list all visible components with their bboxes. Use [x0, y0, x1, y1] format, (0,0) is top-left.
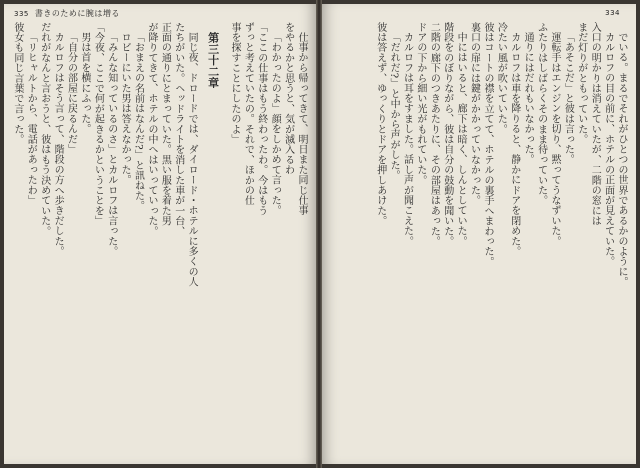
- running-head: 書きのために腕は増る: [34, 9, 120, 18]
- text-line: 「ここの仕事はもう終わったわ。今はもう: [255, 22, 267, 216]
- text-line: 「みんな知っているのさ」とカルロフは言った。: [105, 32, 117, 257]
- text-line: 通りにはだれもいなかった。: [522, 32, 534, 165]
- left-page: [4, 4, 317, 464]
- text-line: ロビーにいた男は答えなかった。: [119, 32, 131, 185]
- text-line: 二階の廊下のつきあたりに、その部屋はあった。: [428, 22, 440, 247]
- text-line: 彼はコートの襟を立てて、ホテルの裏手へまわった。: [481, 22, 493, 267]
- text-line: が降りてきて、ホテルの中へはいっていった。: [145, 22, 157, 237]
- text-line: 冷たい風が吹いていた。: [495, 22, 507, 135]
- text-line: 彼は答えず、ゆっくりとドアを押しあけた。: [374, 22, 386, 226]
- right-page: [322, 4, 636, 464]
- left-page-header: [14, 8, 120, 19]
- text-line: 仕事から帰ってきて、明日また同じ仕事: [296, 32, 307, 216]
- text-line: 階段をのぼりながら、彼は自分の鼓動を聞いた。: [441, 22, 453, 247]
- text-line: カルロフはそう言って、階段の方へ歩きだした。: [52, 32, 64, 257]
- text-line: カルロフの目の前に、ホテルの正面が見えていた。: [602, 32, 614, 267]
- text-line: 正面の通りにとまっていた。黒い服を着た男: [159, 22, 171, 226]
- text-line: ふたりはしばらくそのまま待っていた。: [535, 22, 547, 206]
- chapter-heading: 第三十二章: [206, 32, 220, 88]
- text-line: たちがいた。ヘッドライトを消した車が一台、: [172, 22, 184, 237]
- text-line: だれがなんと言おうと、彼はもう決めていた。: [38, 22, 50, 237]
- text-line: まだ灯りがともっていた。: [575, 22, 587, 145]
- text-line: 中にはいると、廊下は暗く、しんとしていた。: [455, 32, 467, 247]
- text-line: ずっと考えていたの。それで、ほかの仕: [242, 22, 254, 206]
- text-line: 「今夜、ここで何が起きるかということを」: [92, 22, 104, 226]
- text-line: 事を探すことにしたのよ」: [228, 22, 240, 145]
- text-line: 「あそこだ」と彼は言った。: [562, 32, 574, 165]
- left-page-number: 335: [14, 10, 29, 18]
- text-line: 男は首を横にふった。: [78, 32, 90, 134]
- right-page-number: 334: [605, 9, 620, 17]
- text-line: 「だれだ?」と中から声がした。: [388, 32, 400, 181]
- text-line: ドアの下から細い光がもれていた。: [414, 22, 426, 186]
- text-line: カルロフは耳をすました。話し声が聞こえた。: [401, 32, 413, 247]
- left-page-text: [12, 22, 308, 458]
- text-line: をやるかと思うと、気が滅入るわ: [282, 22, 294, 175]
- right-page-text: [330, 22, 628, 458]
- text-line: 同じ夜、ドロードでは、ダイロード・ホテルに多くの人: [186, 32, 198, 287]
- text-line: 「リヒャルトから、電話があったわ」: [25, 32, 37, 206]
- text-line: カルロフは車を降りると、静かにドアを閉めた。: [508, 32, 520, 257]
- text-line: 「おまえの名前はなんだ?」と訊ねた。: [132, 32, 144, 211]
- text-line: でいる。まるでそれがひとつの世界であるかのように。: [616, 32, 627, 287]
- text-line: 「わかったのよ」顔をしかめて言った。: [269, 32, 281, 216]
- text-line: 入口の明かりは消えていたが、二階の窓には: [589, 22, 601, 226]
- text-line: 運転手はエンジンを切り、黙ってうなずいた。: [548, 32, 560, 247]
- right-page-header: [605, 8, 626, 17]
- text-line: 彼女も同じ言葉で言った。: [11, 22, 23, 145]
- text-line: 裏口の扉には鍵がかかっていなかった。: [468, 22, 480, 206]
- text-line: 「自分の部屋に戻るんだ」: [65, 32, 77, 155]
